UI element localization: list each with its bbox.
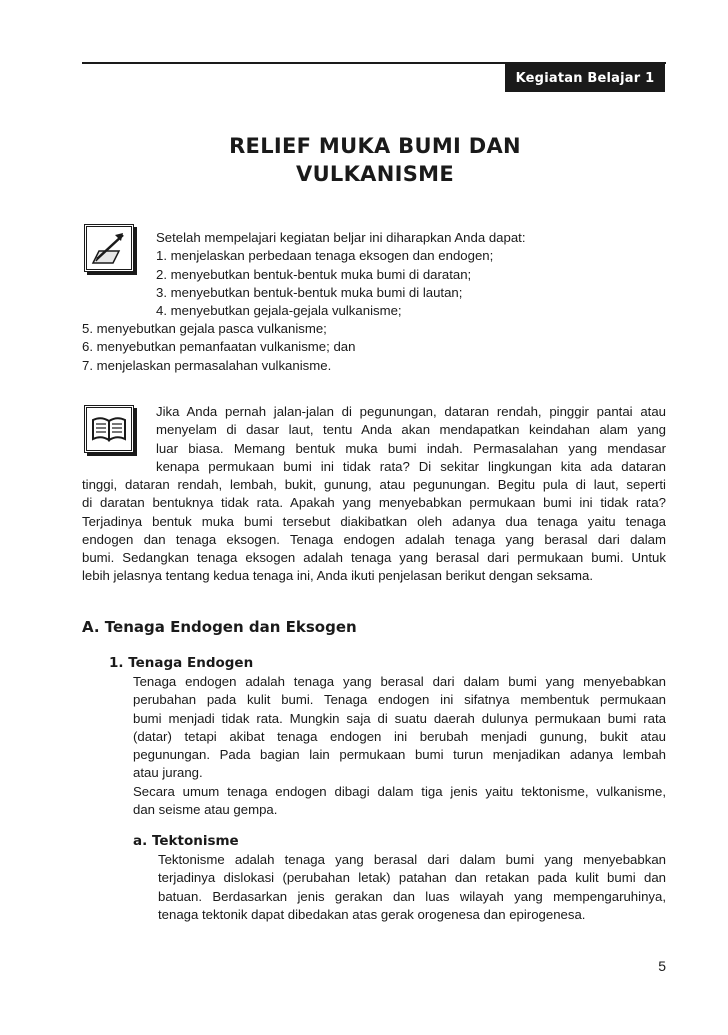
paragraph-line: batuan. Berdasarkan jenis gerakan dan luas wilayah yang mempengaruhinya,	[158, 888, 666, 904]
paragraph-line: Tenaga endogen adalah tenaga yang berasal dari dalam bumi yang menyebabkan	[133, 674, 666, 689]
paragraph-line: bumi menjadi tidak rata. Mungkin saja di suatu daerah dulunya permukaan bumi rata	[133, 710, 666, 726]
page-title	[200, 132, 550, 188]
title-line-2: VULKANISME	[296, 162, 454, 186]
section-badge: Kegiatan Belajar 1	[505, 64, 665, 92]
paragraph-line: tinggi, dataran rendah, lembah, bukit, gunung, atau pegunungan. Begitu pula di laut, seperti	[82, 477, 666, 492]
title-line-1: RELIEF MUKA BUMI DAN	[229, 134, 521, 158]
paragraph-line: perubahan pada kulit bumi. Tenaga endogen ini sifatnya membentuk permukaan	[133, 692, 666, 708]
paragraph-line: endogen dan tenaga eksogen. Tenaga endogen adalah tenaga yang berasal dari dalam	[82, 531, 666, 547]
paragraph-line: luar biasa. Memang bentuk muka bumi indah. Permasalahan yang mendasar	[156, 440, 666, 456]
open-book-icon	[84, 405, 134, 453]
arrow-target-icon	[84, 224, 134, 272]
objective-item: 5. menyebutkan gejala pasca vulkanisme;	[82, 321, 327, 336]
objectives-block	[156, 229, 666, 320]
subsection-a-body	[158, 851, 666, 924]
objective-item: 2. menyebutkan bentuk-bentuk muka bumi di daratan;	[156, 266, 472, 282]
paragraph-line: Jika Anda pernah jalan-jalan di pegunungan, dataran rendah, pinggir pantai atau	[156, 404, 666, 419]
paragraph-line: di daratan bentuknya tidak rata. Apakah yang menyebabkan permukaan bumi ini tidak rata?	[82, 495, 666, 511]
intro-paragraph-indented	[156, 403, 666, 476]
paragraph-line: terjadinya dislokasi (perubahan letak) patahan dan retakan pada kulit bumi dan	[158, 870, 666, 886]
objective-item: 4. menyebutkan gejala-gejala vulkanisme;	[156, 303, 402, 319]
paragraph-line: Secara umum tenaga endogen dibagi dalam tiga jenis yaitu tektonisme, vulkanisme,	[133, 783, 666, 799]
paragraph-line: (datar) tetapi akibat tenaga endogen ini berubah menjadi gunung, bukit atau	[133, 728, 666, 744]
paragraph-line: Tektonisme adalah tenaga yang berasal dari dalam bumi yang menyebabkan	[158, 852, 666, 867]
paragraph-line: menyelam di dasar laut, tentu Anda akan mendapatkan keindahan alam yang	[156, 422, 666, 438]
paragraph-line: Terjadinya bentuk muka bumi tersebut diakibatkan oleh adanya dua tenaga yaitu tenaga	[82, 513, 666, 529]
page-number: 5	[658, 958, 666, 974]
paragraph-line: bumi. Sedangkan tenaga eksogen adalah tenaga yang berasal dari permukaan bumi. Untuk	[82, 550, 666, 566]
objective-item: 7. menjelaskan permasalahan vulkanisme.	[82, 357, 332, 373]
objectives-continued	[82, 320, 666, 375]
paragraph-line: tenaga tektonik dapat dibedakan atas gerak orogenesa dan epirogenesa.	[158, 906, 586, 922]
section-heading: A. Tenaga Endogen dan Eksogen	[82, 618, 357, 636]
subsection-heading: a. Tektonisme	[133, 833, 239, 849]
objective-item: 6. menyebutkan pemanfaatan vulkanisme; dan	[82, 339, 356, 355]
paragraph-line: pegunungan. Pada bagian lain permukaan bumi turun menjadikan adanya lembah	[133, 747, 666, 763]
paragraph-line: lebih jelasnya tentang kedua tenaga ini, Anda ikuti penjelasan berikut dengan seksama.	[82, 568, 594, 584]
intro-paragraph-full	[82, 476, 666, 586]
objective-item: 3. menyebutkan bentuk-bentuk muka bumi di lautan;	[156, 284, 463, 300]
objectives-intro: Setelah mempelajari kegiatan beljar ini diharapkan Anda dapat:	[156, 230, 526, 245]
paragraph-line: kenapa permukaan bumi ini tidak rata? Di sekitar lingkungan kita ada dataran	[156, 458, 666, 474]
paragraph-line: atau jurang.	[133, 765, 203, 781]
paragraph-line: dan seisme atau gempa.	[133, 802, 278, 818]
subsection-1-body	[133, 673, 666, 819]
subsection-heading: 1. Tenaga Endogen	[109, 655, 254, 671]
objective-item: 1. menjelaskan perbedaan tenaga eksogen dan endogen;	[156, 248, 494, 264]
